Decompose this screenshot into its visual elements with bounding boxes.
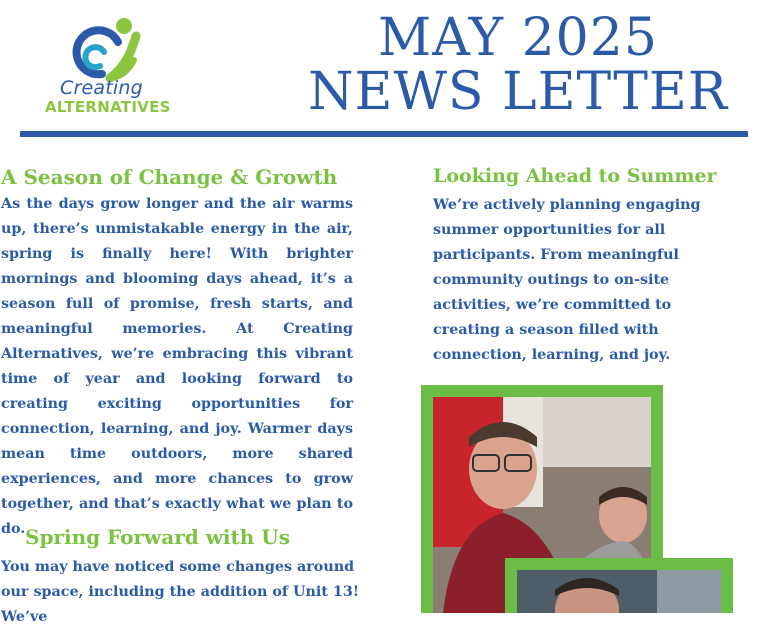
section-body-season-change: As the days grow longer and the air warms up, there’s unmistakable energy in the air, spring is finally here! With brighter mornings and blooming days ahead, it’s a season full of promise, fresh starts, and meaningful memories. At Creating Alternatives, we’re embracing this vibrant time of year and looking forward to creating exciting opportunities for connection, learning, and joy. Warmer days mean time outdoors, more shared experiences, and more chances to grow together, and that’s exactly what we plan to do.: [1, 196, 353, 537]
newsletter-title-line1: MAY 2025: [378, 8, 658, 68]
newsletter-title-line2: NEWS LETTER: [308, 62, 728, 122]
logo-wordmark-line1: Creating: [60, 77, 143, 99]
section-body-spring-forward: You may have noticed some changes around our space, including the addition of Unit 13! We’ve: [1, 559, 360, 625]
group-photo-2: [517, 570, 721, 613]
header-divider: [20, 131, 748, 137]
section-heading-summer: Looking Ahead to Summer: [433, 165, 717, 187]
group-photo-2-illustration: [517, 570, 721, 613]
section-body-summer: We’re actively planning engaging summer opportunities for all participants. From meaningful community outings to on-site activities, we’re committed to creating a season filled with connection, learning, and joy.: [433, 197, 701, 363]
section-heading-spring-forward: Spring Forward with Us: [25, 525, 290, 549]
logo-wordmark-line2: ALTERNATIVES: [45, 98, 171, 116]
photo-frame-2: [505, 558, 733, 613]
section-heading-season-change: A Season of Change & Growth: [1, 165, 338, 189]
